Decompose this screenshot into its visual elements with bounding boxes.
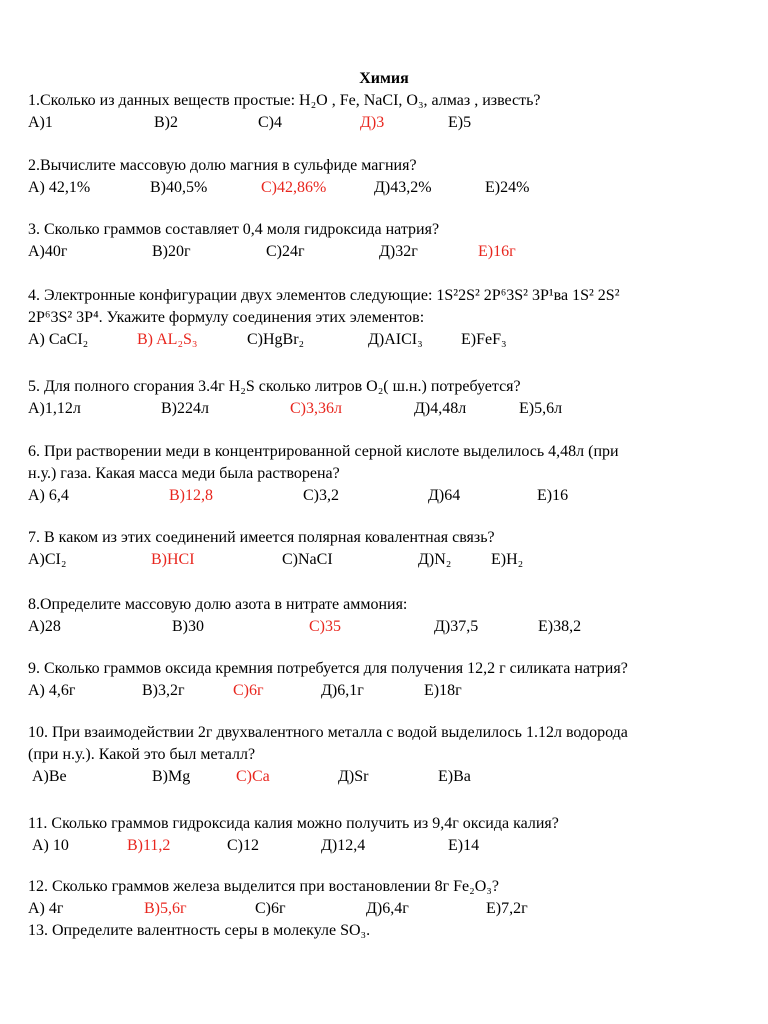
- answer-option: E)FeF₃: [461, 331, 507, 348]
- answer-options: [28, 329, 744, 351]
- question-text: 2P⁶3S² 3P⁴. Укажите формулу соединения этих элементов:: [28, 309, 425, 326]
- answer-option: А) 4г: [28, 900, 64, 917]
- question-9: [28, 658, 744, 702]
- answer-option: Д)N₂: [418, 551, 452, 568]
- answer-option: А) 4,6г: [28, 682, 76, 699]
- correct-answer-option: B)HCI: [151, 551, 195, 568]
- question-text: 7. В каком из этих соединений имеется полярная ковалентная связь?: [28, 529, 495, 546]
- answer-option: Д)32г: [379, 243, 418, 260]
- answer-option: B)3,2г: [142, 682, 185, 699]
- answer-option: E)16: [537, 487, 569, 504]
- answer-option: Д)AICI₃: [368, 331, 423, 348]
- answer-option: A)40г: [28, 243, 68, 260]
- answer-option: Д)37,5: [434, 618, 479, 635]
- answer-options: [28, 835, 744, 857]
- question-text: 5. Для полного сгорания 3.4г H₂S сколько литров O₂( ш.н.) потребуется?: [28, 378, 521, 395]
- question-10: [28, 722, 744, 788]
- answer-option: Д)12,4: [321, 837, 366, 854]
- answer-option: B)2: [154, 114, 178, 131]
- correct-answer-option: C)35: [309, 618, 341, 635]
- answer-option: C)24г: [266, 243, 305, 260]
- answer-option: A)CI₂: [28, 551, 67, 568]
- answer-option: Д)43,2%: [374, 179, 432, 196]
- question-text: 12. Сколько граммов железа выделится при востановлении 8г Fe₂O₃?: [28, 878, 499, 895]
- answer-option: Д)6,4г: [366, 900, 409, 917]
- answer-options: [28, 485, 744, 507]
- answer-option: A)1,12л: [28, 400, 81, 417]
- question-text: 11. Сколько граммов гидроксида калия можно получить из 9,4г оксида калия?: [28, 815, 559, 832]
- answer-option: A)1: [28, 114, 53, 131]
- correct-answer-option: B)12,8: [169, 487, 213, 504]
- question-text: 3. Сколько граммов составляет 0,4 моля гидроксида натрия?: [28, 221, 440, 238]
- answer-options: [28, 398, 744, 420]
- answer-option: E)5,6л: [519, 400, 563, 417]
- question-text: 2.Вычислите массовую долю магния в сульфиде магния?: [28, 157, 417, 174]
- answer-option: C)6г: [255, 900, 286, 917]
- question-7: [28, 527, 744, 571]
- answer-option: Д)6,1г: [321, 682, 364, 699]
- question-text: 1.Сколько из данных веществ простые: H₂O , Fe, NaCI, O₃, алмаз , известь?: [28, 92, 541, 109]
- question-8: [28, 594, 744, 638]
- question-text: 8.Определите массовую долю азота в нитрате аммония:: [28, 596, 408, 613]
- question-3: [28, 219, 744, 263]
- correct-answer-option: C)6г: [233, 682, 264, 699]
- answer-option: E)H₂: [491, 551, 524, 568]
- correct-answer-option: B) AL₂S₃: [137, 331, 198, 348]
- answer-option: А) 42,1%: [28, 179, 91, 196]
- answer-option: B)30: [172, 618, 204, 635]
- answer-options: [28, 112, 744, 134]
- question-12: [28, 876, 744, 920]
- answer-option: E)5: [448, 114, 472, 131]
- answer-option: E)18г: [424, 682, 462, 699]
- answer-option: А) 6,4: [28, 487, 69, 504]
- question-text: 4. Электронные конфигурации двух элементов следующие: 1S²2S² 2P⁶3S² 3P¹ва 1S² 2S²: [28, 287, 620, 304]
- question-11: [28, 813, 744, 857]
- answer-option: Д)Sr: [338, 768, 369, 785]
- answer-options: [28, 898, 744, 920]
- answer-options: [28, 616, 744, 638]
- answer-option: B)224л: [161, 400, 209, 417]
- answer-options: [28, 241, 744, 263]
- answer-option: B)20г: [152, 243, 191, 260]
- answer-option: E)Ba: [438, 768, 471, 785]
- answer-option: E)24%: [485, 179, 530, 196]
- correct-answer-option: C)3,36л: [290, 400, 342, 417]
- question-text: 9. Сколько граммов оксида кремния потребуется для получения 12,2 г силиката натрия?: [28, 660, 628, 677]
- question-5: [28, 376, 744, 420]
- answer-options: [28, 177, 744, 199]
- answer-option: B)Mg: [152, 768, 191, 785]
- answer-option: C)12: [227, 837, 259, 854]
- answer-option: C)NaCI: [282, 551, 333, 568]
- answer-option: C)4: [258, 114, 282, 131]
- answer-option: Д)64: [428, 487, 461, 504]
- answer-option: А) 10: [32, 837, 69, 854]
- question-text: н.у.) газа. Какая масса меди была растворена?: [28, 465, 340, 482]
- answer-option: A)Be: [32, 768, 67, 785]
- correct-answer-option: C)Ca: [236, 768, 270, 785]
- question-13: [28, 920, 744, 942]
- answer-option: C)3,2: [303, 487, 339, 504]
- correct-answer-option: C)42,86%: [261, 179, 327, 196]
- correct-answer-option: B)5,6г: [144, 900, 187, 917]
- answer-options: [28, 549, 744, 571]
- answer-options: [28, 766, 744, 788]
- correct-answer-option: Д)3: [360, 114, 385, 131]
- answer-option: E)38,2: [538, 618, 582, 635]
- answer-option: C)HgBr₂: [247, 331, 305, 348]
- answer-option: A) CaCI₂: [28, 331, 89, 348]
- question-2: [28, 155, 744, 199]
- answer-option: E)7,2г: [486, 900, 528, 917]
- answer-options: [28, 680, 744, 702]
- correct-answer-option: E)16г: [478, 243, 516, 260]
- question-text: 10. При взаимодействии 2г двухвалентного металла с водой выделилось 1.12л водорода: [28, 724, 628, 741]
- question-4: [28, 285, 744, 351]
- answer-option: B)40,5%: [150, 179, 208, 196]
- question-1: [28, 90, 744, 134]
- question-text: 6. При растворении меди в концентрированной серной кислоте выделилось 4,48л (при: [28, 443, 619, 460]
- answer-option: E)14: [448, 837, 480, 854]
- correct-answer-option: B)11,2: [127, 837, 171, 854]
- question-text: 13. Определите валентность серы в молекуле SO₃.: [28, 922, 371, 939]
- answer-option: A)28: [28, 618, 61, 635]
- page-title: Химия: [359, 70, 409, 87]
- question-text: (при н.у.). Какой это был металл?: [28, 746, 256, 763]
- question-6: [28, 441, 744, 507]
- answer-option: Д)4,48л: [414, 400, 467, 417]
